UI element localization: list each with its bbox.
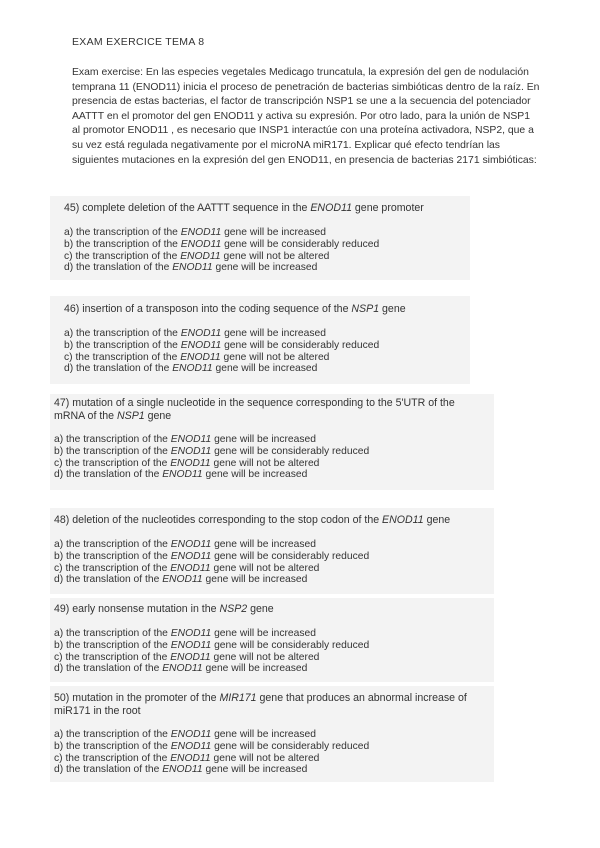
question-45-block [50,196,470,280]
question-text: 48) deletion of the nucleotides corresponding to the stop codon of the ENOD11 gene [54,514,451,526]
answer-options [64,328,460,375]
option-d: d) the translation of the ENOD11 gene will be increased [54,469,308,481]
question-50-block [50,686,494,782]
option-b: b) the transcription of the ENOD11 gene will be considerably reduced [54,740,370,752]
option-d: d) the translation of the ENOD11 gene will be increased [54,663,308,675]
option-d: d) the translation of the ENOD11 gene will be increased [54,764,308,776]
answer-options [54,539,488,586]
option-d: d) the translation of the ENOD11 gene will be increased [54,574,308,586]
option-a: a) the transcription of the ENOD11 gene will be increased [54,628,316,639]
question-47-block [50,394,494,490]
option-a: a) the transcription of the ENOD11 gene will be increased [54,729,316,740]
option-c: c) the transcription of the ENOD11 gene will not be altered [54,651,320,663]
option-a: a) the transcription of the ENOD11 gene will be increased [64,328,326,339]
option-b: b) the transcription of the ENOD11 gene will be considerably reduced [54,550,370,562]
answer-options [54,434,488,481]
answer-options [54,628,488,675]
option-a: a) the transcription of the ENOD11 gene will be increased [64,227,326,238]
option-c: c) the transcription of the ENOD11 gene will not be altered [64,250,330,262]
option-c: c) the transcription of the ENOD11 gene will not be altered [64,351,330,363]
option-b: b) the transcription of the ENOD11 gene will be considerably reduced [54,639,370,651]
question-text: 50) mutation in the promoter of the MIR171 gene that produces an abnormal increase of miR171 in the root [54,692,467,717]
option-a: a) the transcription of the ENOD11 gene will be increased [54,539,316,550]
question-text: 46) insertion of a transposon into the coding sequence of the NSP1 gene [64,303,406,315]
question-46-block [50,296,470,384]
question-48-block [50,508,494,594]
question-text: 49) early nonsense mutation in the NSP2 gene [54,603,274,615]
option-b: b) the transcription of the ENOD11 gene will be considerably reduced [64,238,380,250]
option-c: c) the transcription of the ENOD11 gene will not be altered [54,562,320,574]
question-49-block [50,598,494,682]
option-d: d) the translation of the ENOD11 gene will be increased [64,262,318,274]
option-c: c) the transcription of the ENOD11 gene will not be altered [54,457,320,469]
option-c: c) the transcription of the ENOD11 gene will not be altered [54,752,320,764]
intro-paragraph: Exam exercise: En las especies vegetales Medicago truncatula, la expresión del gen de nodulación temprana 11 (ENOD11) inicia el proceso de penetración de bacterias simbióticas dentro de la raíz. En presencia de estas bacterias, el factor de transcripción NSP1 se une a la secuencia del potenciador AATTT en el promotor del gen ENOD11 y activa su expresión. Por otro lado, para la unión de NSP1 al promotor ENOD11 , es necesario que INSP1 interactúe con una proteína activadora, NSP2, que a su vez está regulada negativamente por el microNA miR171. Explicar qué efecto tendrían las siguientes mutaciones en la expresión del gen ENOD11, en presencia de bacterias 2171 simbióticas: [72,67,540,166]
document-title: EXAM EXERCICE TEMA 8 [72,36,205,48]
question-text: 45) complete deletion of the AATTT sequence in the ENOD11 gene promoter [64,202,424,214]
option-b: b) the transcription of the ENOD11 gene will be considerably reduced [54,445,370,457]
option-a: a) the transcription of the ENOD11 gene will be increased [54,434,316,445]
option-d: d) the translation of the ENOD11 gene will be increased [64,363,318,375]
answer-options [54,729,488,776]
question-text: 47) mutation of a single nucleotide in the sequence corresponding to the 5'UTR of the mRNA of the NSP1 gene [54,397,455,422]
answer-options [64,227,460,274]
option-b: b) the transcription of the ENOD11 gene will be considerably reduced [64,339,380,351]
